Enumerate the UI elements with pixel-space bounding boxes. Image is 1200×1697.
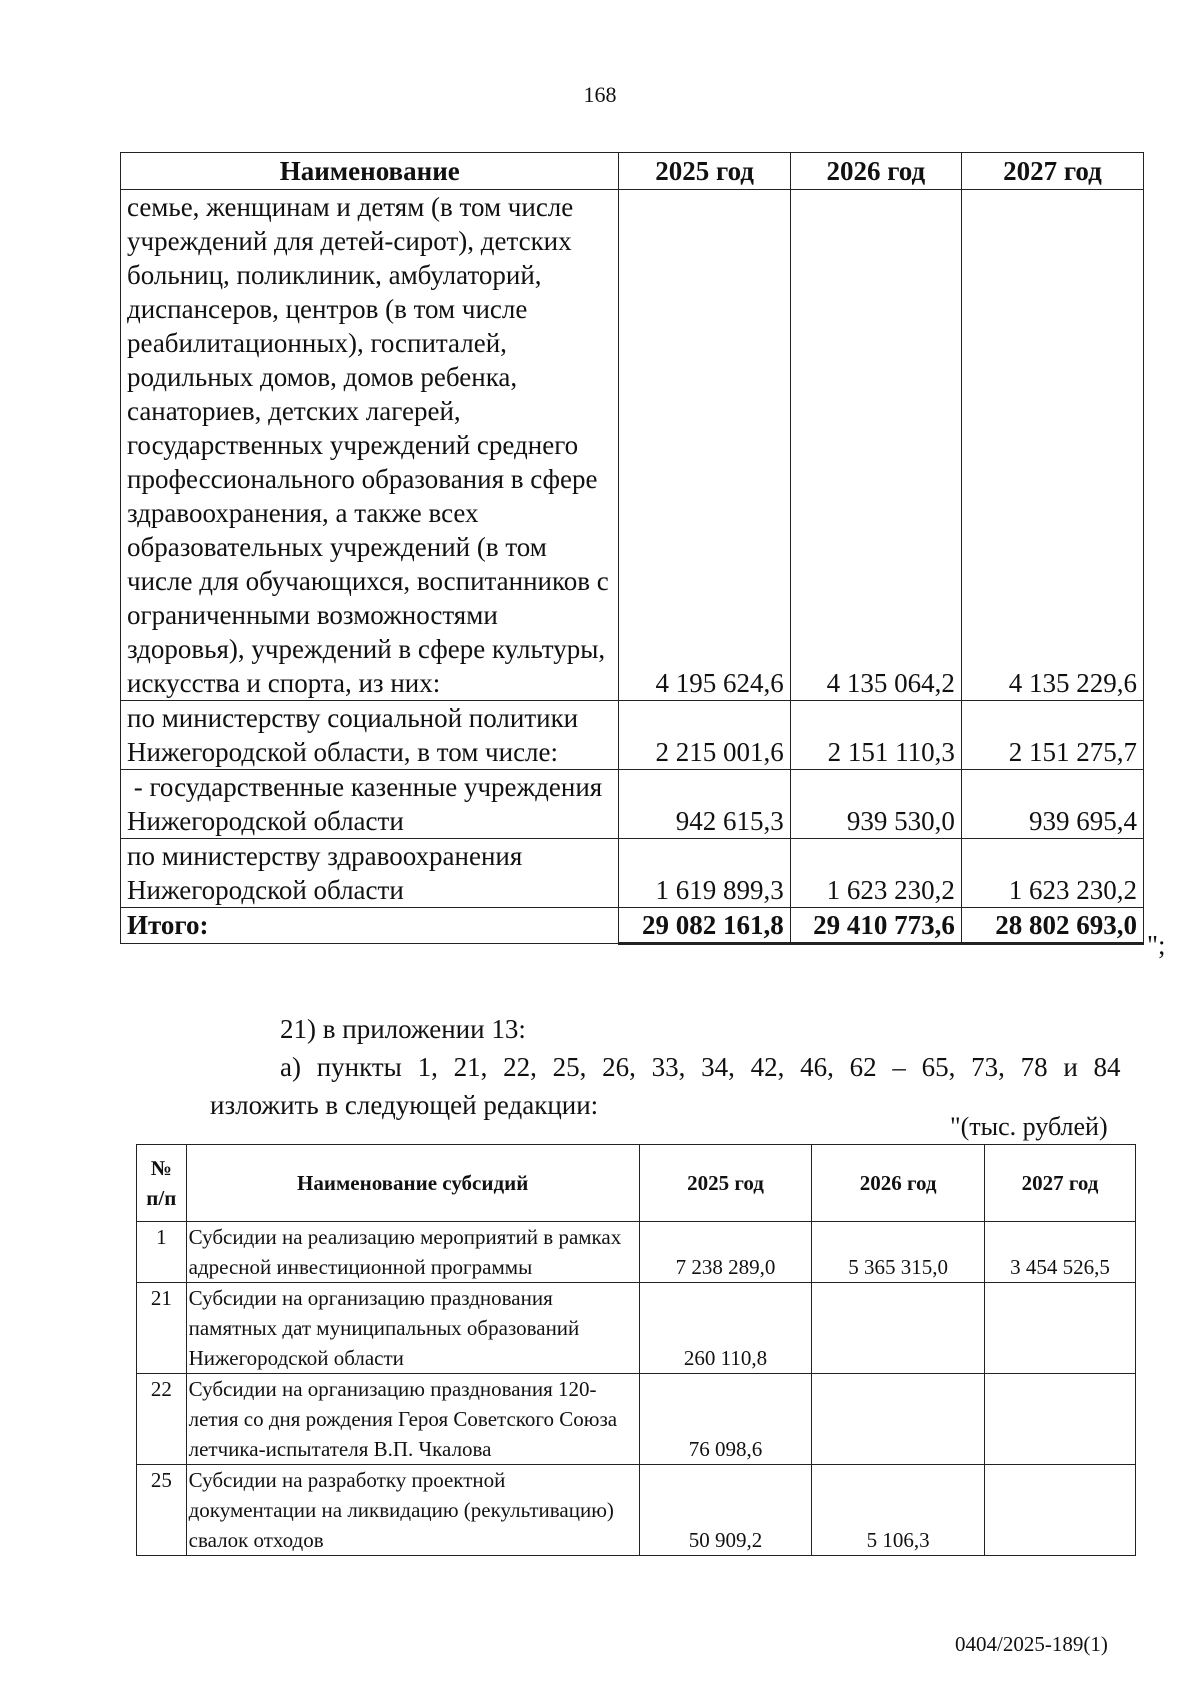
row-name: Субсидии на организацию празднования памятных дат муниципальных образований Нижегородской области — [186, 1283, 639, 1374]
row-name: по министерству социальной политики Нижегородской области, в том числе: — [121, 701, 619, 770]
total-2027: 28 802 693,0 — [961, 908, 1143, 944]
header-2027: 2027 год — [984, 1145, 1135, 1222]
total-row — [121, 908, 1144, 944]
value-2025: 1 619 899,3 — [619, 839, 790, 908]
paragraph-items: а) пункты 1, 21, 22, 25, 26, 33, 34, 42, 46, 62 – 65, 73, 78 и 84 — [280, 1052, 1121, 1082]
value-2025: 942 615,3 — [619, 770, 790, 839]
table-row — [137, 1465, 1136, 1556]
row-name: Субсидии на организацию празднования 120-летия со дня рождения Героя Советского Союза летчика-испытателя В.П. Чкалова — [186, 1374, 639, 1465]
value-2027: 939 695,4 — [961, 770, 1143, 839]
budget-table — [120, 152, 1144, 945]
value-2026: 2 151 110,3 — [790, 701, 961, 770]
row-name: - государственные казенные учреждения Нижегородской области — [121, 770, 619, 839]
closing-quote: "; — [1147, 930, 1166, 960]
total-2026: 29 410 773,6 — [790, 908, 961, 944]
table-header-row — [137, 1145, 1136, 1222]
header-2025: 2025 год — [619, 153, 790, 190]
table-row — [137, 1283, 1136, 1374]
value-2027: 2 151 275,7 — [961, 701, 1143, 770]
table-row — [137, 1222, 1136, 1283]
value-2025: 7 238 289,0 — [639, 1222, 812, 1283]
total-2025: 29 082 161,8 — [619, 908, 790, 944]
header-subsidy-name: Наименование субсидий — [186, 1145, 639, 1222]
document-code: 0404/2025-189(1) — [955, 1632, 1108, 1656]
value-2026: 5 365 315,0 — [812, 1222, 985, 1283]
value-2027: 1 623 230,2 — [961, 839, 1143, 908]
paragraph-continuation: изложить в следующей редакции: — [210, 1090, 599, 1120]
page-number: 168 — [583, 82, 617, 107]
table-header-row — [121, 153, 1144, 190]
table-row — [137, 1374, 1136, 1465]
row-name: Субсидии на разработку проектной документации на ликвидацию (рекультивацию) свалок отходов — [186, 1465, 639, 1556]
table-row — [121, 701, 1144, 770]
value-2026 — [812, 1374, 985, 1465]
value-2026: 939 530,0 — [790, 770, 961, 839]
header-name: Наименование — [121, 153, 619, 190]
value-2027: 3 454 526,5 — [984, 1222, 1135, 1283]
value-2027 — [984, 1374, 1135, 1465]
row-number: 22 — [137, 1374, 187, 1465]
value-2027 — [984, 1283, 1135, 1374]
value-2027 — [984, 1465, 1135, 1556]
total-label: Итого: — [121, 908, 619, 944]
row-name: по министерству здравоохранения Нижегородской области — [121, 839, 619, 908]
header-2027: 2027 год — [961, 153, 1143, 190]
value-2027: 4 135 229,6 — [961, 190, 1143, 701]
value-2026: 5 106,3 — [812, 1465, 985, 1556]
value-2026 — [812, 1283, 985, 1374]
value-2026: 1 623 230,2 — [790, 839, 961, 908]
table-row — [121, 839, 1144, 908]
value-2025: 260 110,8 — [639, 1283, 812, 1374]
value-2025: 76 098,6 — [639, 1374, 812, 1465]
subsidies-table — [136, 1144, 1136, 1556]
row-number: 21 — [137, 1283, 187, 1374]
value-2026: 4 135 064,2 — [790, 190, 961, 701]
row-name: Субсидии на реализацию мероприятий в рамках адресной инвестиционной программы — [186, 1222, 639, 1283]
unit-label: "(тыс. рублей) — [950, 1112, 1108, 1141]
value-2025: 50 909,2 — [639, 1465, 812, 1556]
value-2025: 4 195 624,6 — [619, 190, 790, 701]
table-row — [121, 190, 1144, 701]
header-number: № п/п — [137, 1145, 187, 1222]
row-name: семье, женщинам и детям (в том числе учреждений для детей-сирот), детских больниц, поликлиник, амбулаторий, диспансеров, центров (в том числе реабилитационных), госпиталей, родильных домов, домов ребенка, санаториев, детских лагерей, государственных учреждений среднего профессионального образования в сфере здравоохранения, а также всех образовательных учреждений (в том числе для обучающихся, воспитанников с ограниченными возможностями здоровья), учреждений в сфере культуры, искусства и спорта, из них: — [121, 190, 619, 701]
value-2025: 2 215 001,6 — [619, 701, 790, 770]
header-2026: 2026 год — [790, 153, 961, 190]
header-2026: 2026 год — [812, 1145, 985, 1222]
paragraph-appendix: 21) в приложении 13: — [280, 1014, 526, 1044]
row-number: 1 — [137, 1222, 187, 1283]
header-2025: 2025 год — [639, 1145, 812, 1222]
table-row — [121, 770, 1144, 839]
row-number: 25 — [137, 1465, 187, 1556]
